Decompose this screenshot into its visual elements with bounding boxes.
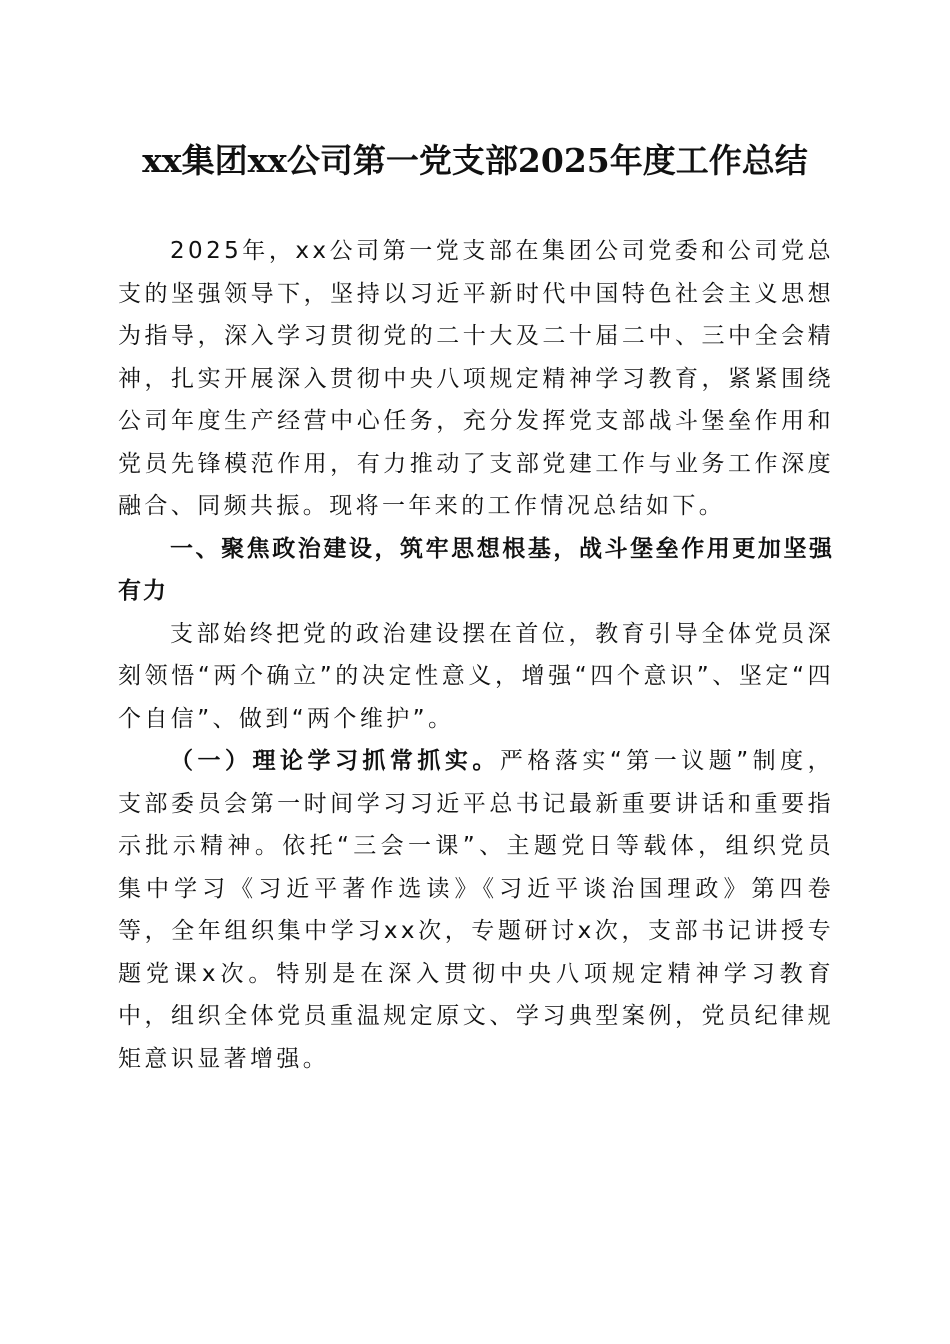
- subsection-1-paragraph: [118, 740, 834, 1080]
- subsection-1-body: 严格落实“第一议题”制度，支部委员会第一时间学习习近平总书记最新重要讲话和重要指示批示精神。依托“三会一课”、主题党日等载体，组织党员集中学习《习近平著作选读》《习近平谈治国理政》第四卷等，全年组织集中学习xx次，专题研讨x次，支部书记讲授专题党课x次。特别是在深入贯彻中央八项规定精神学习教育中，组织全体党员重温规定原文、学习典型案例，党员纪律规矩意识显著增强。: [118, 748, 834, 1072]
- document-body: [118, 230, 834, 1080]
- section-1-heading: 一、聚焦政治建设，筑牢思想根基，战斗堡垒作用更加坚强有力: [118, 535, 834, 604]
- subsection-1-lead: （一）理论学习抓常抓实。: [170, 748, 500, 774]
- document-title: xx集团xx公司第一党支部2025年度工作总结: [142, 141, 808, 180]
- section-1-paragraph: 支部始终把党的政治建设摆在首位，教育引导全体党员深刻领悟“两个确立”的决定性意义，增强“四个意识”、坚定“四个自信”、做到“两个维护”。: [118, 620, 834, 732]
- intro-paragraph: 2025年，xx公司第一党支部在集团公司党委和公司党总支的坚强领导下，坚持以习近平新时代中国特色社会主义思想为指导，深入学习贯彻党的二十大及二十届二中、三中全会精神，扎实开展深入贯彻中央八项规定精神学习教育，紧紧围绕公司年度生产经营中心任务，充分发挥党支部战斗堡垒作用和党员先锋模范作用，有力推动了支部党建工作与业务工作深度融合、同频共振。现将一年来的工作情况总结如下。: [118, 238, 834, 519]
